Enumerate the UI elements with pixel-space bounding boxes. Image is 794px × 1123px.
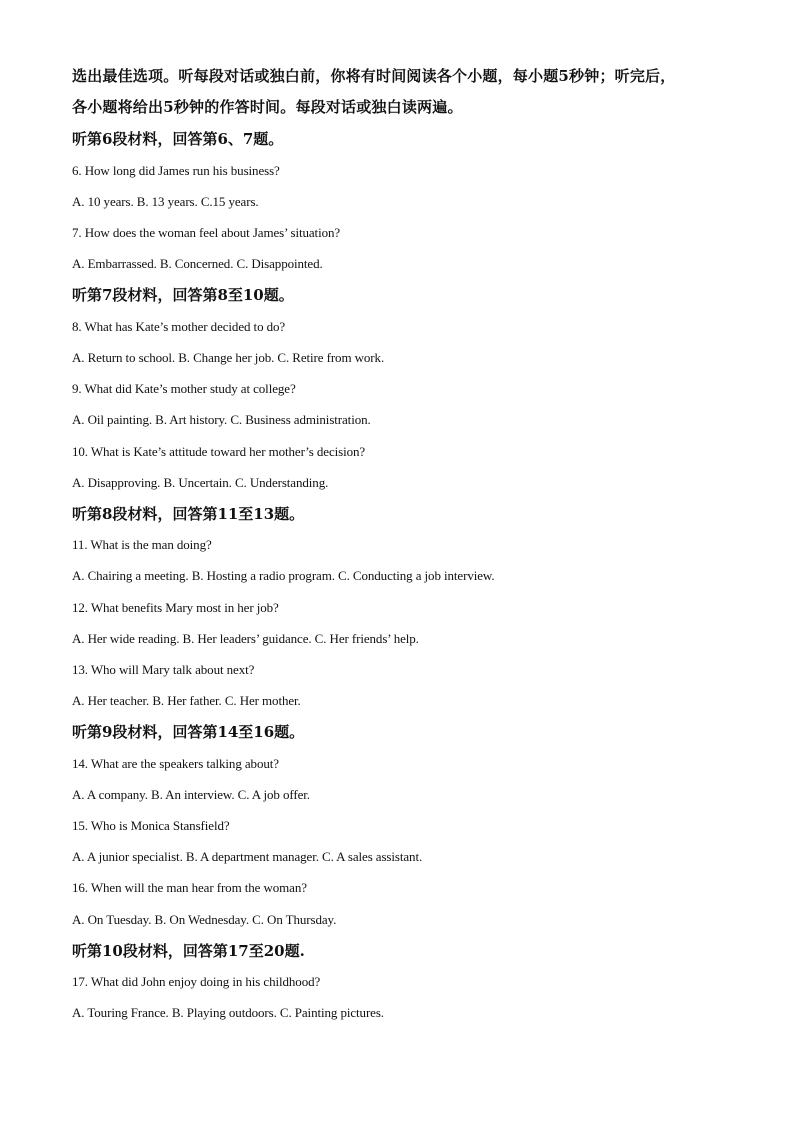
answer-options: A. Return to school. B. Change her job. C. Retire from work. <box>72 350 385 365</box>
question-text: 6. How long did James run his business? <box>72 163 280 178</box>
answer-options: A. On Tuesday. B. On Wednesday. C. On Thursday. <box>72 912 337 927</box>
question-text: 10. What is Kate’s attitude toward her mother’s decision? <box>72 444 366 459</box>
answer-options: A. Her wide reading. B. Her leaders’ guidance. C. Her friends’ help. <box>72 631 419 646</box>
answer-options: A. Touring France. B. Playing outdoors. C. Painting pictures. <box>72 1005 384 1020</box>
section-heading: 听第10段材料，回答第17至20题. <box>72 942 305 960</box>
section-heading: 听第8段材料，回答第11至13题。 <box>72 505 305 523</box>
answer-options: A. 10 years. B. 13 years. C.15 years. <box>72 194 259 209</box>
answer-options: A. Oil painting. B. Art history. C. Business administration. <box>72 412 371 427</box>
question-text: 7. How does the woman feel about James’ situation? <box>72 225 341 240</box>
question-text: 12. What benefits Mary most in her job? <box>72 600 279 615</box>
question-text: 15. Who is Monica Stansfield? <box>72 818 230 833</box>
answer-options: A. Disapproving. B. Uncertain. C. Understanding. <box>72 475 329 490</box>
question-text: 11. What is the man doing? <box>72 537 212 552</box>
answer-options: A. Chairing a meeting. B. Hosting a radio program. C. Conducting a job interview. <box>72 568 495 583</box>
section-heading: 听第7段材料，回答第8至10题。 <box>72 286 294 304</box>
question-text: 8. What has Kate’s mother decided to do? <box>72 319 286 334</box>
question-text: 13. Who will Mary talk about next? <box>72 662 255 677</box>
answer-options: A. A junior specialist. B. A department manager. C. A sales assistant. <box>72 849 423 864</box>
answer-options: A. A company. B. An interview. C. A job offer. <box>72 787 310 802</box>
answer-options: A. Embarrassed. B. Concerned. C. Disappointed. <box>72 256 323 271</box>
question-text: 9. What did Kate’s mother study at college? <box>72 381 296 396</box>
section-heading: 听第9段材料，回答第14至16题。 <box>72 723 305 741</box>
question-text: 14. What are the speakers talking about? <box>72 756 279 771</box>
instruction-line: 选出最佳选项。听每段对话或独白前，你将有时间阅读各个小题，每小题5秒钟；听完后， <box>72 67 676 85</box>
section-heading: 听第6段材料，回答第6、7题。 <box>72 130 284 148</box>
question-text: 16. When will the man hear from the woman? <box>72 880 307 895</box>
question-text: 17. What did John enjoy doing in his childhood? <box>72 974 321 989</box>
instruction-line: 各小题将给出5秒钟的作答时间。每段对话或独白读两遍。 <box>72 98 463 116</box>
answer-options: A. Her teacher. B. Her father. C. Her mother. <box>72 693 301 708</box>
